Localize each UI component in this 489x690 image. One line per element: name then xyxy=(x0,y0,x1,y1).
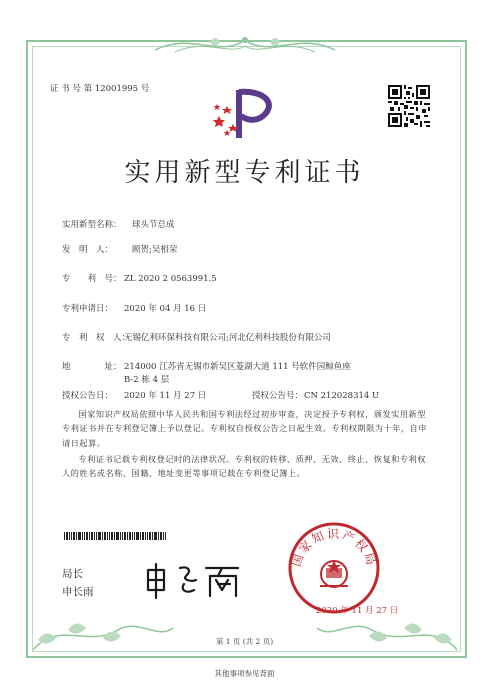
field-announcement-date xyxy=(62,389,206,401)
field-patent-number xyxy=(62,272,217,284)
field-value: ZL 2020 2 0563991.5 xyxy=(124,274,217,284)
director-signature xyxy=(140,560,250,600)
field-label: 地 址： xyxy=(62,362,122,372)
field-value: 球头节总成 xyxy=(132,220,175,230)
paragraph-grant: 国家知识产权局依照中华人民共和国专利法经过初步审查，决定授予专利权，颁发实用新型专利证书并在专利登记簿上予以登记。专利权自授权公告之日起生效。专利权期限为十年，自申请日起算。 xyxy=(62,409,427,448)
field-value: CN 212028314 U xyxy=(304,391,380,401)
field-value: 2020 年 11 月 27 日 xyxy=(124,391,207,401)
field-value: 无锡亿利环保科技有限公司;河北亿利科技股份有限公司 xyxy=(124,333,331,343)
field-label: 专利申请日： xyxy=(62,304,114,314)
field-application-date xyxy=(62,302,206,314)
field-patentee xyxy=(62,331,331,343)
page-number: 第 1 页 (共 2 页) xyxy=(215,637,274,646)
seal-date: 2020 年 11 月 27 日 xyxy=(316,606,399,616)
qr-code xyxy=(388,85,430,127)
top-ornament xyxy=(150,28,340,58)
field-label: 发 明 人： xyxy=(62,245,114,255)
footer-note: 其他事项参见背面 xyxy=(214,669,275,678)
field-value: 214000 江苏省无锡市新吴区菱湖大道 111 号软件园鲸鱼座 xyxy=(124,362,351,372)
barcode xyxy=(64,532,166,540)
paragraph-legal-status: 专利证书记载专利权登记时的法律状况。专利权的转移、质押、无效、终止、恢复和专利权人的姓名或名称、国籍、地址变更等事项记载在专利登记簿上。 xyxy=(62,454,426,479)
field-address xyxy=(62,360,351,372)
field-label: 专 利 号： xyxy=(62,274,122,284)
certificate-number: 证 书 号 第 12001995 号 xyxy=(50,84,150,94)
field-announcement-number xyxy=(252,389,379,401)
field-value: 顾贺;吴相荣 xyxy=(132,245,178,255)
director-name: 申长雨 xyxy=(62,586,94,598)
field-label: 实用新型名称： xyxy=(62,220,122,230)
field-utility-model-name xyxy=(62,218,175,230)
field-label: 授权公告号： xyxy=(252,391,304,401)
field-label: 授权公告日： xyxy=(62,391,114,401)
director-title: 局长 xyxy=(62,568,83,580)
field-label: 专 利 权 人： xyxy=(62,333,131,343)
field-address-line2: B-2 栋 4 层 xyxy=(124,375,170,385)
field-value: 2020 年 04 月 16 日 xyxy=(124,304,207,314)
document-title: 实用新型专利证书 xyxy=(124,158,365,188)
patent-office-logo xyxy=(205,82,285,144)
svg-text:国家知识产权局: 国家知识产权局 xyxy=(289,526,379,569)
field-inventor xyxy=(62,243,177,255)
official-seal xyxy=(286,520,382,616)
